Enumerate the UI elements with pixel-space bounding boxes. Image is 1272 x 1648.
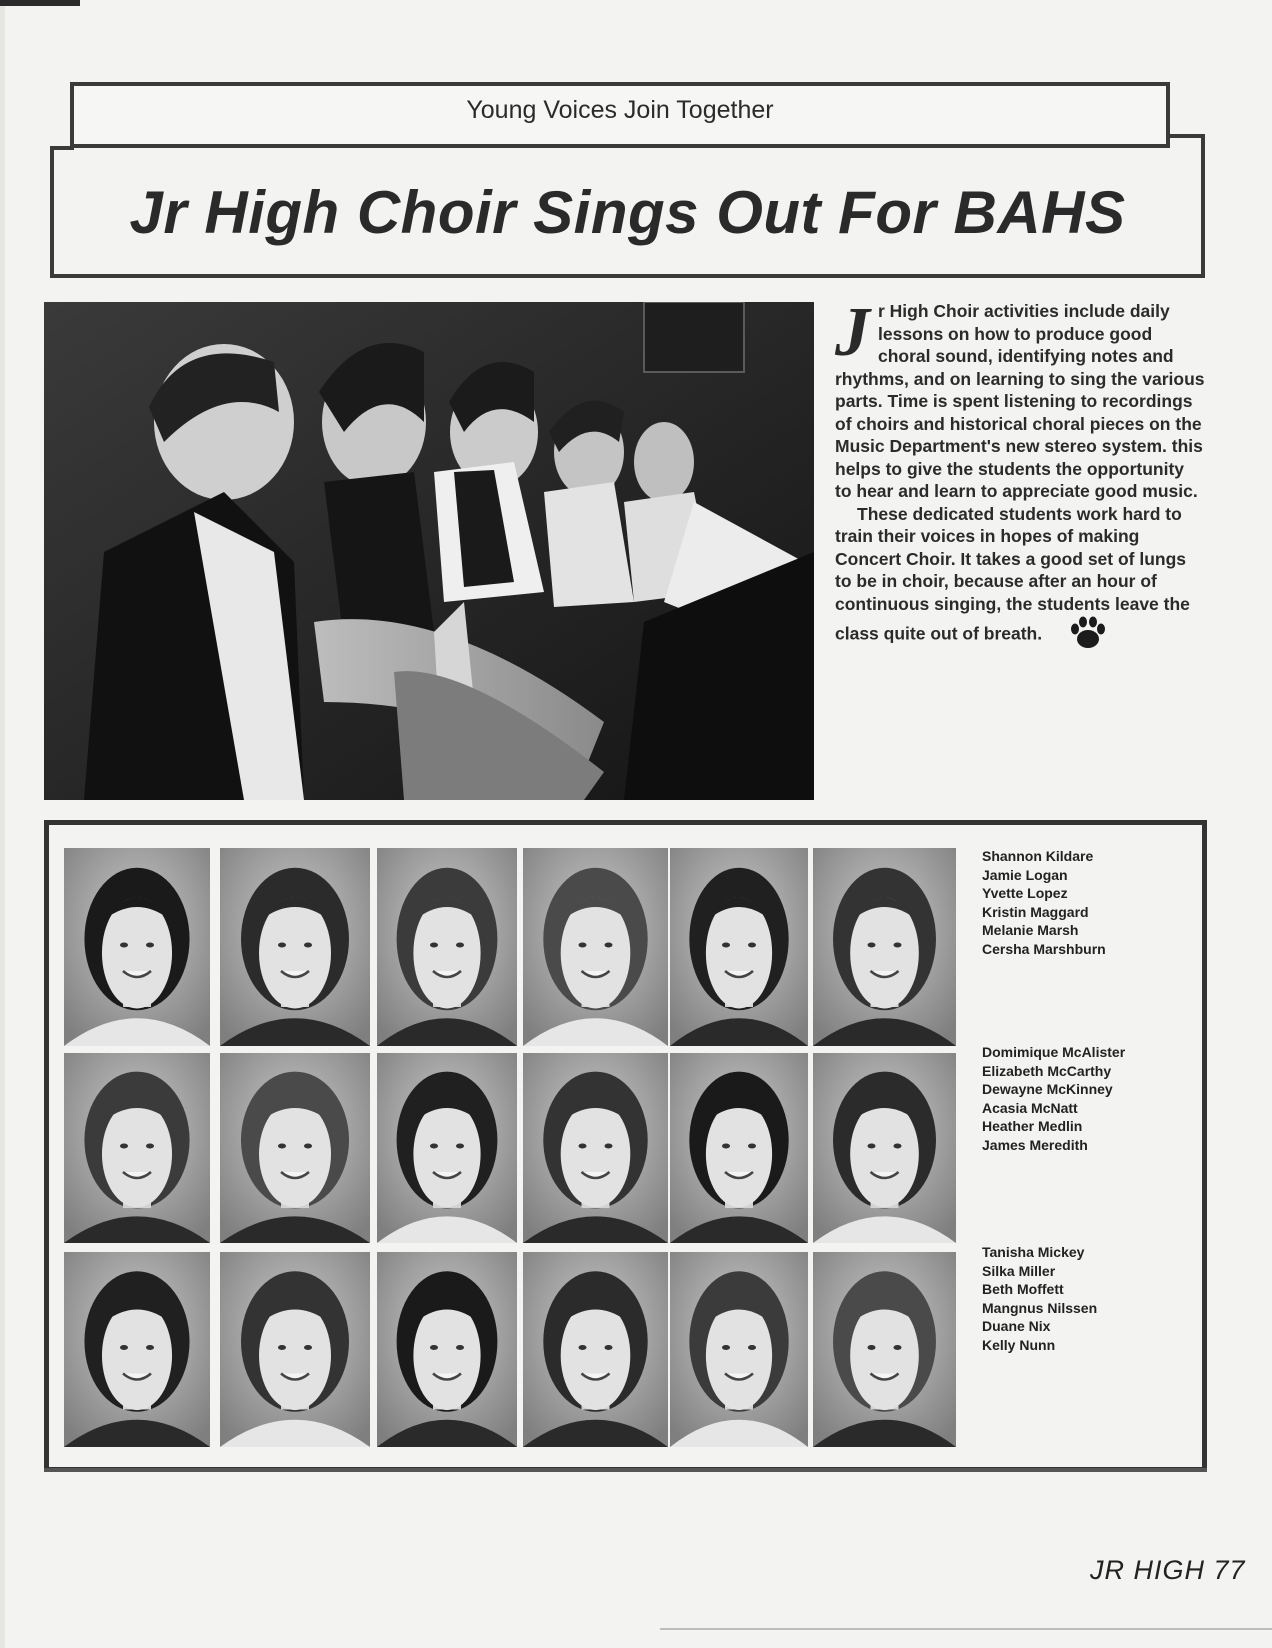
- student-name: Duane Nix: [982, 1318, 1051, 1334]
- student-name: Shannon Kildare: [982, 848, 1094, 864]
- choir-photo: [44, 302, 814, 800]
- student-name: Mangnus Nilssen: [982, 1299, 1098, 1316]
- student-name: James Meredith: [982, 1136, 1088, 1153]
- bottom-rule: [660, 1628, 1272, 1630]
- student-name: Domimique McAlister: [982, 1044, 1126, 1060]
- student-portrait: [523, 1252, 668, 1447]
- page-edge: [0, 0, 5, 1648]
- student-portrait: [377, 848, 517, 1046]
- student-name: Yvette Lopez: [982, 885, 1068, 901]
- student-portrait: [64, 848, 210, 1046]
- title-box-border: [50, 146, 74, 150]
- student-name: Cersha Marshburn: [982, 940, 1106, 957]
- student-portrait: [813, 848, 956, 1046]
- student-portrait: [377, 1053, 517, 1243]
- student-name: Elizabeth McCarthy: [982, 1062, 1112, 1079]
- page-folio: JR HIGH 77: [1090, 1555, 1246, 1585]
- story-paragraph-2: These dedicated students work hard to train their voices in hopes of making Concert Choir. It takes a good set of lungs to be in choir, because after an hour of continuous singing, the students leave the class quite out of breath.: [835, 503, 1190, 644]
- student-portrait: [220, 848, 370, 1046]
- student-name: Heather Medlin: [982, 1118, 1083, 1134]
- kicker: Young Voices Join Together: [466, 96, 774, 124]
- story-paragraph-1: r High Choir activities include daily lessons on how to produce good choral sound, identifying notes and rhythms, and on learning to sing the various parts. Time is spent listening to recordings of choirs and historical choral pieces on the Music Department's new stereo system. this helps to give the students the opportunity to hear and learn to appreciate good music.: [835, 301, 1205, 501]
- title-rule: [50, 274, 1205, 278]
- name-list-row-1: [982, 847, 1192, 958]
- title-box-border: [1168, 134, 1205, 138]
- student-portrait: [670, 1053, 808, 1243]
- portrait-panel-shadow: [44, 1468, 1207, 1472]
- student-name: Beth Moffett: [982, 1281, 1064, 1297]
- story: [835, 294, 1205, 655]
- page-title: Jr High Choir Sings Out For BAHS: [129, 179, 1126, 246]
- student-portrait: [523, 848, 668, 1046]
- student-name: Kristin Maggard: [982, 903, 1089, 920]
- student-name: Jamie Logan: [982, 866, 1068, 883]
- student-name: Silka Miller: [982, 1262, 1056, 1279]
- student-name: Acasia McNatt: [982, 1099, 1078, 1116]
- student-name: Tanisha Mickey: [982, 1244, 1085, 1260]
- student-portrait: [670, 848, 808, 1046]
- student-portrait: [64, 1252, 210, 1447]
- student-portrait: [813, 1252, 956, 1447]
- scan-corner-mark: [0, 0, 80, 6]
- student-portrait: [220, 1252, 370, 1447]
- story-paragraph: [835, 503, 1205, 655]
- student-name: Melanie Marsh: [982, 922, 1079, 938]
- student-name: Dewayne McKinney: [982, 1081, 1113, 1097]
- name-list-row-3: [982, 1243, 1192, 1354]
- paw-print-icon: [1046, 615, 1108, 655]
- story-paragraph: [835, 294, 1205, 503]
- drop-cap: J: [835, 294, 870, 371]
- student-name: Kelly Nunn: [982, 1336, 1056, 1353]
- title-box-border: [1201, 134, 1205, 150]
- student-portrait: [523, 1053, 668, 1243]
- student-portrait: [64, 1053, 210, 1243]
- student-portrait: [813, 1053, 956, 1243]
- name-list-row-2: [982, 1043, 1192, 1154]
- student-portrait: [377, 1252, 517, 1447]
- student-portrait: [220, 1053, 370, 1243]
- student-portrait: [670, 1252, 808, 1447]
